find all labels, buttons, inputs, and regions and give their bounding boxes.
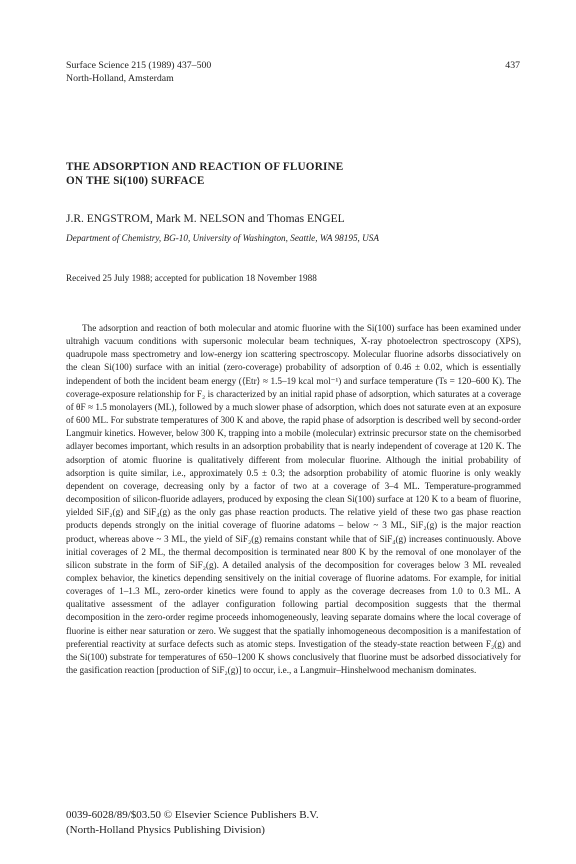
author-affiliation: Department of Chemistry, BG-10, University of Washington, Seattle, WA 98195, USA: [66, 233, 379, 243]
publisher-division: (North-Holland Physics Publishing Division): [66, 824, 265, 836]
paper-title: [66, 160, 506, 188]
journal-citation: Surface Science 215 (1989) 437–500: [66, 60, 212, 71]
issn-copyright: 0039-6028/89/$03.50 © Elsevier Science Publishers B.V.: [66, 809, 319, 821]
page-number: 437: [505, 60, 520, 71]
journal-header: [66, 59, 520, 85]
author-list: J.R. ENGSTROM, Mark M. NELSON and Thomas ENGEL: [66, 213, 345, 225]
title-line-1: THE ADSORPTION AND REACTION OF FLUORINE: [66, 161, 344, 173]
title-line-2: ON THE Si(100) SURFACE: [66, 175, 205, 187]
publisher-location: North-Holland, Amsterdam: [66, 73, 174, 84]
received-dates: Received 25 July 1988; accepted for publication 18 November 1988: [66, 273, 317, 283]
copyright-footer: [66, 808, 319, 838]
abstract-text: The adsorption and reaction of both molecular and atomic fluorine with the Si(100) surface has been examined under ultrahigh vacuum conditions with supersonic molecular beam techniques, X-ray photoelectron spectroscopy (XPS), quadrupole mass spectrometry and low-energy ion scattering spectroscopy. Molecular fluorine adsorbs dissociatively on the clean Si(100) surface with an initial (zero-coverage) probability of adsorption of 0.46 ± 0.02, which is essentially independent of both the incident beam energy (⟨Etr⟩ ≈ 1.5–19 kcal mol⁻¹) and surface temperature (Ts = 120–600 K). The coverage-exposure relationship for F₂ is characterized by an initial rapid phase of adsorption, which saturates at a coverage of θF ≈ 1.5 monolayers (ML), followed by a much slower phase of adsorption, which does not saturate even at an exposure of 600 ML. For substrate temperatures of 300 K and above, the rapid phase of adsorption is described well by second-order Langmuir kinetics. However, below 300 K, trapping into a mobile (molecular) extrinsic precursor state on the chemisorbed adlayer becomes important, which results in an adsorption probability that is nearly independent of coverage at 120 K. The adsorption of atomic fluorine is qualitatively different from molecular fluorine. Although the initial probability of adsorption is quite similar, i.e., approximately 0.5 ± 0.3; the adsorption probability of atomic fluorine is only weakly dependent on coverage, decreasing only by a factor of two at a coverage of 3–4 ML. Temperature-programmed decomposition of silicon-fluoride adlayers, produced by exposing the clean Si(100) surface at 120 K to a beam of fluorine, yielded SiF₂(g) and SiF₄(g) as the only gas phase reaction products. The relative yield of these two gas phase reaction products depends strongly on the initial coverage of fluorine adatoms – below ~ 3 ML, SiF₂(g) is the major reaction product, whereas above ~ 3 ML, the yield of SiF₂(g) remains constant while that of SiF₄(g) increases continuously. Above initial coverages of 2 ML, the thermal decomposition is terminated near 800 K by the removal of one monolayer of the silicon substrate in the form of SiF₂(g). A detailed analysis of the decomposition for coverages below 3 ML revealed complex behavior, the kinetics depending sensitively on the initial coverage of fluorine adatoms. For example, for initial coverages of 1–1.3 ML, zero-order kinetics were found to apply as the coverage decreases from 1.0 to 0.3 ML. A qualitative assessment of the adlayer configuration following partial decomposition suggests that the thermal decomposition in the zero-order regime proceeds inhomogeneously, leaving separate domains where the local coverage of fluorine is either near saturation or zero. We suggest that the spatially inhomogeneous decomposition is a manifestation of preferential reactivity at surface defects such as atomic steps. Investigation of the steady-state reaction between F₂(g) and the Si(100) substrate for temperatures of 650–1200 K shows conclusively that fluorine must be adsorbed dissociatively for the gasification reaction [production of SiF₂(g)] to occur, i.e., a Langmuir–Hinshelwood mechanism dominates.: [66, 323, 521, 676]
